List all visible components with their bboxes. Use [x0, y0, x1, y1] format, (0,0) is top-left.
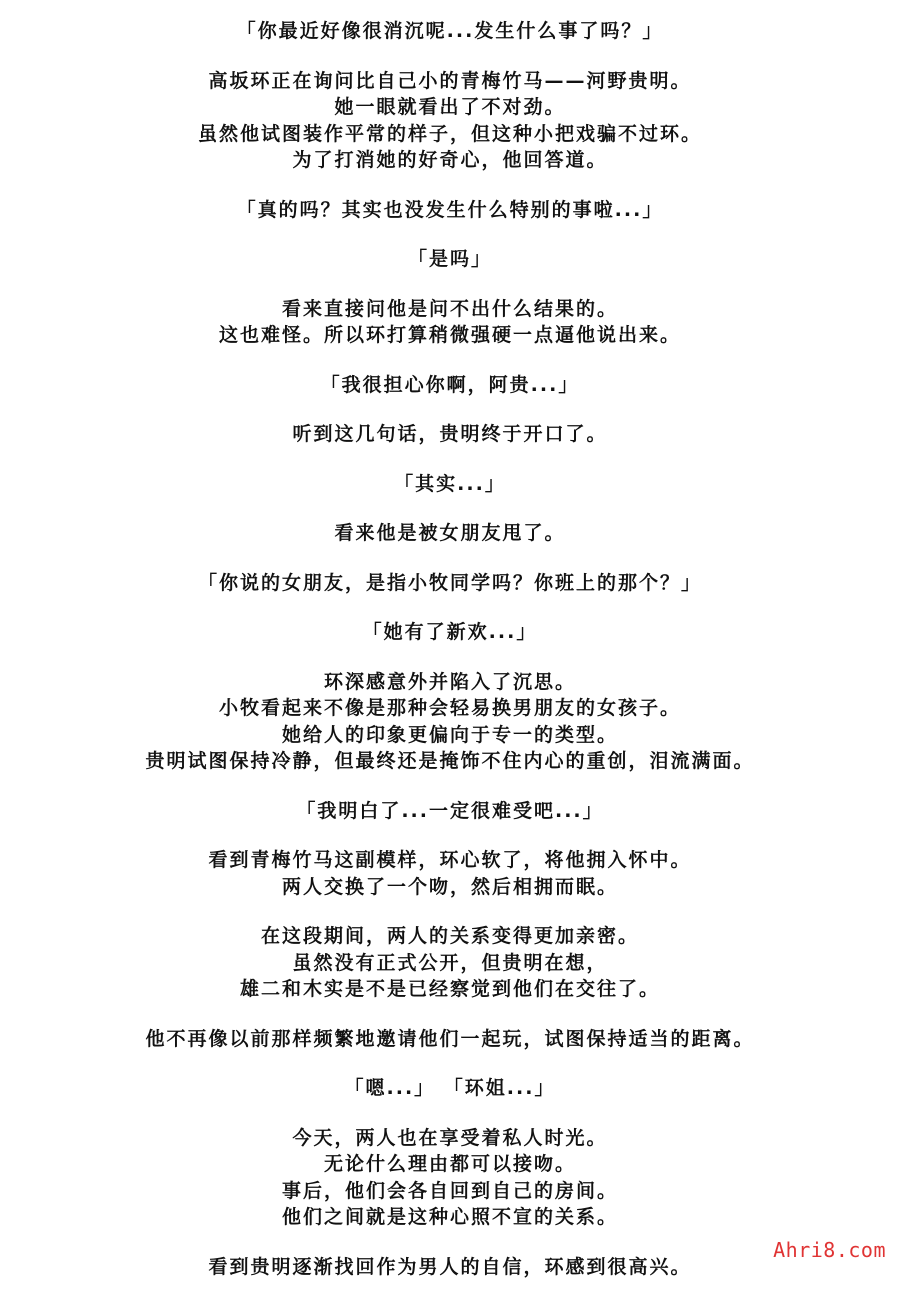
paragraph: [0, 471, 900, 498]
text-line: 两人交换了一个吻，然后相拥而眠。: [281, 875, 618, 898]
text-line: 看来直接问他是问不出什么结果的。: [281, 297, 618, 320]
text-line: 虽然他试图装作平常的样子，但这种小把戏骗不过环。: [197, 122, 702, 145]
text-line: 「真的吗？其实也没发生什么特别的事啦...」: [236, 198, 664, 221]
text-line: 「嗯...」 「环姐...」: [344, 1077, 556, 1099]
text-line: 虽然没有正式公开，但贵明在想，: [292, 951, 608, 974]
text-line: 小牧看起来不像是那种会轻易换男朋友的女孩子。: [218, 697, 681, 719]
paragraph: [0, 570, 900, 597]
text-line: 她一眼就看出了不对劲。: [334, 96, 566, 118]
text-line: 贵明试图保持冷静，但最终还是掩饰不住内心的重创，泪流满面。: [145, 750, 755, 772]
story-text: [0, 18, 900, 1303]
text-line: 这也难怪。所以环打算稍微强硬一点逼他说出来。: [218, 324, 681, 346]
paragraph: [0, 1254, 900, 1281]
paragraph: [0, 18, 900, 45]
text-line: 「我很担心你啊，阿贵...」: [320, 373, 580, 396]
paragraph: [0, 847, 900, 900]
text-line: 环深感意外并陷入了沉思。: [323, 670, 576, 693]
text-line: 听到这几句话，贵明终于开口了。: [292, 423, 608, 445]
text-line: 看来他是被女朋友甩了。: [334, 522, 566, 544]
text-line: 今天，两人也在享受着私人时光。: [292, 1126, 608, 1149]
paragraph: [0, 520, 900, 547]
text-line: 她给人的印象更偏向于专一的类型。: [281, 723, 618, 746]
paragraph: [0, 197, 900, 224]
text-line: 看到青梅竹马这副模样，环心软了，将他拥入怀中。: [208, 849, 692, 871]
paragraph: [0, 68, 900, 174]
paragraph: [0, 372, 900, 399]
text-line: 「她有了新欢...」: [362, 621, 538, 643]
text-line: 他们之间就是这种心照不宣的关系。: [281, 1206, 618, 1228]
text-line: 高坂环正在询问比自己小的青梅竹马——河野贵明。: [208, 69, 692, 92]
text-line: 「其实...」: [394, 472, 506, 495]
paragraph: [0, 246, 900, 273]
paragraph: [0, 1125, 900, 1231]
text-line: 无论什么理由都可以接吻。: [323, 1153, 576, 1175]
text-line: 事后，他们会各自回到自己的房间。: [281, 1179, 618, 1202]
text-line: 在这段期间，两人的关系变得更加亲密。: [260, 925, 639, 947]
paragraph: [0, 669, 900, 775]
paragraph: [0, 798, 900, 825]
site-watermark: Ahri8.com: [773, 1238, 886, 1262]
paragraph: [0, 923, 900, 1003]
text-line: 为了打消她的好奇心，他回答道。: [292, 149, 608, 171]
paragraph: [0, 1026, 900, 1053]
text-line: 他不再像以前那样频繁地邀请他们一起玩，试图保持适当的距离。: [145, 1027, 755, 1050]
text-line: 看到贵明逐渐找回作为男人的自信，环感到很高兴。: [208, 1255, 692, 1278]
paragraph: [0, 421, 900, 448]
paragraph: [0, 1075, 900, 1102]
text-line: 「是吗」: [407, 248, 492, 270]
paragraph: [0, 619, 900, 646]
text-line: 雄二和木实是不是已经察觉到他们在交往了。: [239, 978, 660, 1000]
text-line: 「你说的女朋友，是指小牧同学吗？你班上的那个？」: [197, 571, 702, 594]
text-line: 「我明白了...一定很难受吧...」: [296, 799, 604, 822]
text-line: 「你最近好像很消沉呢...发生什么事了吗？」: [236, 20, 664, 42]
paragraph: [0, 296, 900, 349]
